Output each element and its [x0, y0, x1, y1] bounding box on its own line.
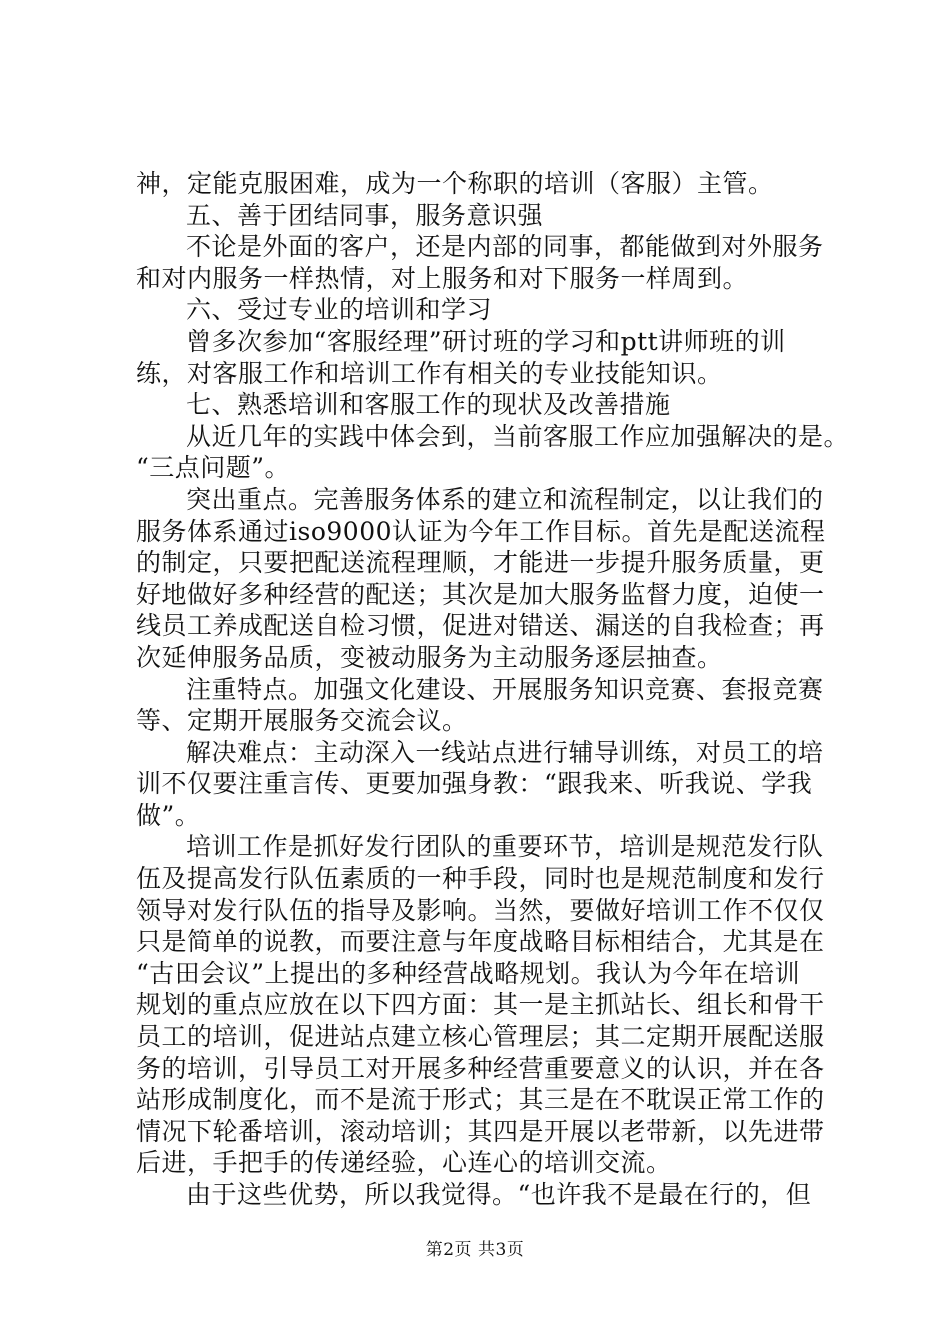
text-line: “三点问题”。 [136, 453, 291, 483]
text-line: 次延伸服务品质，变被动服务为主动服务逐层抽查。 [136, 642, 723, 672]
text-line: 不论是外面的客户，还是内部的同事，都能做到对外服务 [186, 232, 824, 262]
text-line: 只是简单的说教，而要注意与年度战略目标相结合，尤其是在 [136, 927, 825, 957]
section-heading: 五、善于团结同事，服务意识强 [186, 200, 544, 230]
text-line: 训不仅要注重言传、更要加强身教：“跟我来、听我说、学我 [136, 769, 813, 799]
text-line: “古田会议”上提出的多种经营战略规划。我认为今年在培训 [136, 958, 801, 988]
section-heading: 七、熟悉培训和客服工作的现状及改善措施 [186, 390, 671, 420]
text-line: 规划的重点应放在以下四方面：其一是主抓站长、组长和骨干 [136, 990, 825, 1020]
section-heading: 六、受过专业的培训和学习 [186, 295, 493, 325]
text-line: 线员工养成配送自检习惯，促进对错送、漏送的自我检查；再 [136, 611, 825, 641]
text-line: 从近几年的实践中体会到，当前客服工作应加强解决的是。 [186, 421, 850, 451]
text-line: 曾多次参加“客服经理”研讨班的学习和ptt讲师班的训 [186, 326, 786, 356]
text-line: 突出重点。完善服务体系的建立和流程制定，以让我们的 [186, 484, 824, 514]
text-line: 务的培训，引导员工对开展多种经营重要意义的认识，并在各 [136, 1053, 825, 1083]
text-line: 服务体系通过iso9000认证为今年工作目标。首先是配送流程 [136, 516, 826, 546]
text-line: 的制定，只要把配送流程理顺，才能进一步提升服务质量，更 [136, 548, 825, 578]
text-line: 站形成制度化，而不是流于形式；其三是在不耽误正常工作的 [136, 1085, 825, 1115]
text-line: 和对内服务一样热情，对上服务和对下服务一样周到。 [136, 263, 749, 293]
text-line: 解决难点：主动深入一线站点进行辅导训练，对员工的培 [186, 737, 824, 767]
text-line: 伍及提高发行队伍素质的一种手段，同时也是规范制度和发行 [136, 864, 825, 894]
text-line: 做”。 [136, 800, 201, 830]
text-line: 注重特点。加强文化建设、开展服务知识竞赛、套报竞赛 [186, 674, 824, 704]
text-line: 神，定能克服困难，成为一个称职的培训（客服）主管。 [136, 169, 774, 198]
text-line: 培训工作是抓好发行团队的重要环节，培训是规范发行队 [186, 832, 824, 862]
document-body [136, 168, 850, 1211]
text-line: 后进，手把手的传递经验，心连心的培训交流。 [136, 1148, 672, 1178]
text-line: 由于这些优势，所以我觉得。“也许我不是最在行的，但 [186, 1180, 812, 1209]
text-line: 情况下轮番培训，滚动培训；其四是开展以老带新，以先进带 [136, 1116, 825, 1146]
text-line: 领导对发行队伍的指导及影响。当然，要做好培训工作不仅仅 [136, 895, 825, 925]
text-line: 等、定期开展服务交流会议。 [136, 706, 468, 736]
page-number-footer: 第2页 共3页 [425, 1240, 525, 1260]
text-line: 员工的培训，促进站点建立核心管理层；其二定期开展配送服 [136, 1022, 825, 1052]
text-line: 好地做好多种经营的配送；其次是加大服务监督力度，迫使一 [136, 579, 825, 609]
text-line: 练，对客服工作和培训工作有相关的专业技能知识。 [136, 358, 723, 388]
